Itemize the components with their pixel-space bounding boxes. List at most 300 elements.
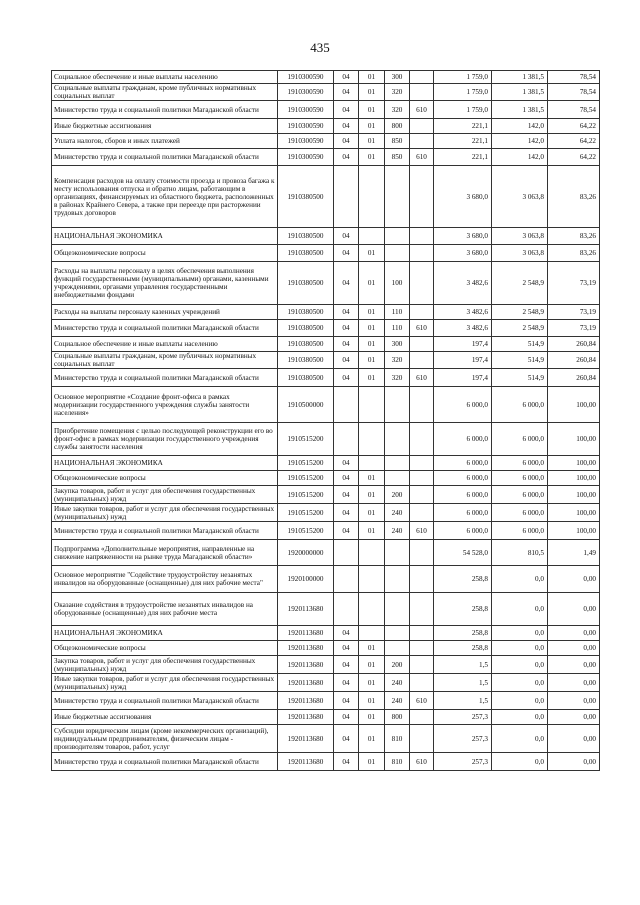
row-grbs — [410, 504, 434, 522]
row-grbs — [410, 71, 434, 84]
table-row — [52, 262, 600, 305]
row-expense-type: 240 — [385, 504, 410, 522]
row-code: 1910300590 — [278, 84, 334, 101]
row-section — [334, 566, 359, 593]
row-grbs — [410, 656, 434, 674]
row-percent: 260,84 — [548, 352, 600, 369]
row-code: 1910380500 — [278, 228, 334, 245]
row-code: 1910515200 — [278, 423, 334, 456]
table-row — [52, 656, 600, 674]
row-subsection: 01 — [359, 710, 385, 725]
row-percent: 73,19 — [548, 320, 600, 337]
row-section: 04 — [334, 753, 359, 771]
row-grbs: 610 — [410, 753, 434, 771]
row-actual: 6 000,0 — [492, 522, 548, 540]
row-name: НАЦИОНАЛЬНАЯ ЭКОНОМИКА — [52, 626, 278, 641]
row-plan: 258,8 — [434, 593, 492, 626]
row-name: Основное мероприятие "Содействие трудоустройству незанятых инвалидов на оборудованные (оснащенные) для них рабочие места" — [52, 566, 278, 593]
row-section — [334, 387, 359, 423]
row-section: 04 — [334, 486, 359, 504]
table-row — [52, 228, 600, 245]
table-row — [52, 522, 600, 540]
row-expense-type — [385, 166, 410, 228]
row-plan: 1,5 — [434, 656, 492, 674]
row-code: 1920113680 — [278, 753, 334, 771]
row-actual: 142,0 — [492, 149, 548, 166]
row-expense-type — [385, 641, 410, 656]
row-code: 1910515200 — [278, 471, 334, 486]
row-percent: 0,00 — [548, 692, 600, 710]
row-grbs: 610 — [410, 692, 434, 710]
row-code: 1920113680 — [278, 674, 334, 692]
row-name: Социальное обеспечение и иные выплаты населению — [52, 71, 278, 84]
row-actual: 0,0 — [492, 692, 548, 710]
row-expense-type: 850 — [385, 149, 410, 166]
table-row — [52, 134, 600, 149]
row-plan: 6 000,0 — [434, 423, 492, 456]
row-code: 1910300590 — [278, 149, 334, 166]
row-name: Оказание содействия в трудоустройстве незанятых инвалидов на оборудованные (оснащенные) для них рабочие места — [52, 593, 278, 626]
row-actual: 0,0 — [492, 753, 548, 771]
row-grbs — [410, 387, 434, 423]
row-percent: 0,00 — [548, 725, 600, 753]
row-percent: 64,22 — [548, 119, 600, 134]
row-actual: 0,0 — [492, 656, 548, 674]
row-grbs: 610 — [410, 320, 434, 337]
row-subsection: 01 — [359, 504, 385, 522]
row-section: 04 — [334, 725, 359, 753]
row-grbs — [410, 245, 434, 262]
table-row — [52, 387, 600, 423]
row-grbs: 610 — [410, 369, 434, 387]
row-plan: 1 759,0 — [434, 101, 492, 119]
row-actual: 514,9 — [492, 352, 548, 369]
row-expense-type: 110 — [385, 320, 410, 337]
row-percent: 0,00 — [548, 641, 600, 656]
row-subsection: 01 — [359, 305, 385, 320]
row-actual: 2 548,9 — [492, 305, 548, 320]
row-expense-type: 800 — [385, 710, 410, 725]
row-percent: 73,19 — [548, 262, 600, 305]
row-section: 04 — [334, 119, 359, 134]
table-row — [52, 119, 600, 134]
row-name: Министерство труда и социальной политики Магаданской области — [52, 320, 278, 337]
row-code: 1920113680 — [278, 626, 334, 641]
row-code: 1910380500 — [278, 369, 334, 387]
row-code: 1910380500 — [278, 337, 334, 352]
row-section: 04 — [334, 456, 359, 471]
row-code: 1910515200 — [278, 486, 334, 504]
row-grbs — [410, 305, 434, 320]
table-row — [52, 149, 600, 166]
row-name: Иные закупки товаров, работ и услуг для обеспечения государственных (муниципальных) нужд — [52, 674, 278, 692]
row-actual: 3 063,8 — [492, 166, 548, 228]
row-subsection — [359, 387, 385, 423]
row-section: 04 — [334, 626, 359, 641]
row-section: 04 — [334, 369, 359, 387]
row-expense-type — [385, 626, 410, 641]
table-row — [52, 710, 600, 725]
row-section: 04 — [334, 71, 359, 84]
row-grbs — [410, 166, 434, 228]
row-actual: 2 548,9 — [492, 320, 548, 337]
row-actual: 0,0 — [492, 641, 548, 656]
row-subsection — [359, 593, 385, 626]
row-plan: 3 680,0 — [434, 245, 492, 262]
row-expense-type — [385, 456, 410, 471]
row-grbs — [410, 710, 434, 725]
row-name: Общеэкономические вопросы — [52, 471, 278, 486]
row-percent: 100,00 — [548, 522, 600, 540]
row-actual: 514,9 — [492, 337, 548, 352]
row-subsection: 01 — [359, 71, 385, 84]
row-plan: 6 000,0 — [434, 504, 492, 522]
row-percent: 83,26 — [548, 228, 600, 245]
row-percent: 260,84 — [548, 337, 600, 352]
row-name: Министерство труда и социальной политики Магаданской области — [52, 753, 278, 771]
row-plan: 197,4 — [434, 337, 492, 352]
table-row — [52, 456, 600, 471]
row-plan: 1 759,0 — [434, 84, 492, 101]
row-actual: 810,5 — [492, 540, 548, 566]
row-percent: 78,54 — [548, 101, 600, 119]
row-percent: 83,26 — [548, 245, 600, 262]
row-plan: 257,3 — [434, 753, 492, 771]
row-actual: 6 000,0 — [492, 486, 548, 504]
row-subsection — [359, 423, 385, 456]
row-subsection: 01 — [359, 725, 385, 753]
row-actual: 0,0 — [492, 566, 548, 593]
row-grbs — [410, 119, 434, 134]
row-name: Министерство труда и социальной политики Магаданской области — [52, 369, 278, 387]
row-name: Субсидии юридическим лицам (кроме некоммерческих организаций), индивидуальным предпринимателям, физическим лицам - производителям товаров, работ, услуг — [52, 725, 278, 753]
row-grbs — [410, 674, 434, 692]
row-expense-type: 100 — [385, 262, 410, 305]
table-body — [52, 71, 600, 771]
row-name: Министерство труда и социальной политики Магаданской области — [52, 692, 278, 710]
row-percent: 0,00 — [548, 626, 600, 641]
row-plan: 257,3 — [434, 710, 492, 725]
row-actual: 1 381,5 — [492, 101, 548, 119]
row-code: 1920113680 — [278, 725, 334, 753]
row-subsection: 01 — [359, 753, 385, 771]
row-section: 04 — [334, 228, 359, 245]
row-section: 04 — [334, 305, 359, 320]
row-code: 1910300590 — [278, 101, 334, 119]
row-subsection: 01 — [359, 471, 385, 486]
row-plan: 258,8 — [434, 626, 492, 641]
row-expense-type — [385, 228, 410, 245]
row-grbs — [410, 84, 434, 101]
row-code: 1920000000 — [278, 540, 334, 566]
row-actual: 0,0 — [492, 674, 548, 692]
row-subsection: 01 — [359, 84, 385, 101]
row-code: 1910500000 — [278, 387, 334, 423]
row-actual: 142,0 — [492, 134, 548, 149]
row-percent: 78,54 — [548, 71, 600, 84]
page-number: 435 — [310, 40, 330, 55]
row-code: 1910300590 — [278, 134, 334, 149]
row-plan: 6 000,0 — [434, 387, 492, 423]
row-plan: 221,1 — [434, 149, 492, 166]
row-grbs — [410, 725, 434, 753]
row-subsection: 01 — [359, 320, 385, 337]
row-actual: 3 063,8 — [492, 245, 548, 262]
row-expense-type: 300 — [385, 71, 410, 84]
row-expense-type: 320 — [385, 101, 410, 119]
row-percent: 1,49 — [548, 540, 600, 566]
row-grbs — [410, 456, 434, 471]
table-row — [52, 471, 600, 486]
row-subsection: 01 — [359, 656, 385, 674]
row-subsection: 01 — [359, 641, 385, 656]
row-name: Закупка товаров, работ и услуг для обеспечения государственных (муниципальных) нужд — [52, 656, 278, 674]
row-name: Общеэкономические вопросы — [52, 245, 278, 262]
row-name: Социальные выплаты гражданам, кроме публичных нормативных социальных выплат — [52, 352, 278, 369]
row-plan: 258,8 — [434, 641, 492, 656]
row-section — [334, 166, 359, 228]
row-expense-type — [385, 423, 410, 456]
row-name: Уплата налогов, сборов и иных платежей — [52, 134, 278, 149]
row-plan: 197,4 — [434, 352, 492, 369]
row-name: Общеэкономические вопросы — [52, 641, 278, 656]
row-plan: 3 482,6 — [434, 305, 492, 320]
row-plan: 257,3 — [434, 725, 492, 753]
row-grbs — [410, 540, 434, 566]
row-plan: 3 482,6 — [434, 320, 492, 337]
row-expense-type: 320 — [385, 369, 410, 387]
row-percent: 100,00 — [548, 486, 600, 504]
row-plan: 221,1 — [434, 119, 492, 134]
row-actual: 0,0 — [492, 710, 548, 725]
row-actual: 6 000,0 — [492, 387, 548, 423]
row-name: Закупка товаров, работ и услуг для обеспечения государственных (муниципальных) нужд — [52, 486, 278, 504]
row-plan: 1 759,0 — [434, 71, 492, 84]
table-row — [52, 725, 600, 753]
row-expense-type: 240 — [385, 674, 410, 692]
table-row — [52, 423, 600, 456]
row-subsection: 01 — [359, 674, 385, 692]
row-grbs — [410, 337, 434, 352]
row-subsection: 01 — [359, 119, 385, 134]
row-section: 04 — [334, 320, 359, 337]
row-grbs — [410, 471, 434, 486]
row-percent: 78,54 — [548, 84, 600, 101]
row-grbs — [410, 641, 434, 656]
row-code: 1910515200 — [278, 522, 334, 540]
row-actual: 0,0 — [492, 593, 548, 626]
row-subsection: 01 — [359, 352, 385, 369]
table-row — [52, 692, 600, 710]
row-name: Министерство труда и социальной политики Магаданской области — [52, 101, 278, 119]
row-name: Компенсация расходов на оплату стоимости проезда и провоза багажа к месту использования отпуска и обратно лицам, работающим в организациях, финансируемых из областного бюджета, расположенных в районах Крайнего Севера, а также при переезде при расторжении трудовых договоров — [52, 166, 278, 228]
row-subsection — [359, 228, 385, 245]
row-grbs — [410, 262, 434, 305]
row-grbs — [410, 134, 434, 149]
table-row — [52, 369, 600, 387]
row-code: 1910515200 — [278, 456, 334, 471]
row-name: Иные закупки товаров, работ и услуг для обеспечения государственных (муниципальных) нужд — [52, 504, 278, 522]
row-plan: 3 680,0 — [434, 166, 492, 228]
table-row — [52, 305, 600, 320]
row-plan: 1,5 — [434, 674, 492, 692]
table-row — [52, 674, 600, 692]
row-grbs — [410, 228, 434, 245]
row-subsection — [359, 566, 385, 593]
row-code: 1920113680 — [278, 710, 334, 725]
row-section: 04 — [334, 352, 359, 369]
row-name: Социальные выплаты гражданам, кроме публичных нормативных социальных выплат — [52, 84, 278, 101]
row-section: 04 — [334, 692, 359, 710]
row-subsection: 01 — [359, 245, 385, 262]
row-expense-type: 850 — [385, 134, 410, 149]
row-expense-type: 200 — [385, 486, 410, 504]
row-subsection: 01 — [359, 101, 385, 119]
row-name: Расходы на выплаты персоналу в целях обеспечения выполнения функций государственными (муниципальными) органами, казенными учреждениями, органами управления государственными внебюджетными фондами — [52, 262, 278, 305]
table-row — [52, 566, 600, 593]
row-section — [334, 423, 359, 456]
row-section: 04 — [334, 245, 359, 262]
row-percent: 0,00 — [548, 710, 600, 725]
row-grbs: 610 — [410, 149, 434, 166]
row-percent: 64,22 — [548, 149, 600, 166]
row-code: 1920113680 — [278, 593, 334, 626]
row-grbs: 610 — [410, 101, 434, 119]
row-grbs — [410, 423, 434, 456]
row-percent: 0,00 — [548, 566, 600, 593]
row-subsection — [359, 166, 385, 228]
row-actual: 6 000,0 — [492, 504, 548, 522]
row-section: 04 — [334, 504, 359, 522]
row-actual: 2 548,9 — [492, 262, 548, 305]
row-percent: 100,00 — [548, 456, 600, 471]
row-expense-type — [385, 471, 410, 486]
row-plan: 3 482,6 — [434, 262, 492, 305]
row-subsection: 01 — [359, 486, 385, 504]
row-section: 04 — [334, 134, 359, 149]
row-name: Министерство труда и социальной политики Магаданской области — [52, 522, 278, 540]
row-name: Министерство труда и социальной политики Магаданской области — [52, 149, 278, 166]
table-row — [52, 486, 600, 504]
row-percent: 0,00 — [548, 753, 600, 771]
row-name: НАЦИОНАЛЬНАЯ ЭКОНОМИКА — [52, 228, 278, 245]
row-percent: 64,22 — [548, 134, 600, 149]
row-code: 1910380500 — [278, 352, 334, 369]
row-expense-type: 810 — [385, 753, 410, 771]
row-actual: 1 381,5 — [492, 71, 548, 84]
row-code: 1910380500 — [278, 245, 334, 262]
row-plan: 54 528,0 — [434, 540, 492, 566]
table-row — [52, 504, 600, 522]
row-code: 1910515200 — [278, 504, 334, 522]
row-name: Расходы на выплаты персоналу казенных учреждений — [52, 305, 278, 320]
table-row — [52, 626, 600, 641]
row-section: 04 — [334, 674, 359, 692]
row-section: 04 — [334, 84, 359, 101]
row-plan: 6 000,0 — [434, 486, 492, 504]
row-code: 1910380500 — [278, 305, 334, 320]
table-row — [52, 337, 600, 352]
row-name: Иные бюджетные ассигнования — [52, 710, 278, 725]
row-percent: 100,00 — [548, 471, 600, 486]
row-subsection — [359, 456, 385, 471]
row-expense-type: 200 — [385, 656, 410, 674]
row-plan: 3 680,0 — [434, 228, 492, 245]
table-row — [52, 540, 600, 566]
row-section — [334, 540, 359, 566]
row-actual: 6 000,0 — [492, 456, 548, 471]
row-name: Основное мероприятие «Создание фронт-офиса в рамках модернизации государственного учреждения службы занятости населения» — [52, 387, 278, 423]
row-code: 1910380500 — [278, 166, 334, 228]
row-code: 1920113680 — [278, 641, 334, 656]
row-actual: 1 381,5 — [492, 84, 548, 101]
row-section: 04 — [334, 262, 359, 305]
row-grbs — [410, 566, 434, 593]
row-plan: 6 000,0 — [434, 522, 492, 540]
row-section: 04 — [334, 641, 359, 656]
row-subsection: 01 — [359, 337, 385, 352]
row-section: 04 — [334, 656, 359, 674]
row-subsection: 01 — [359, 262, 385, 305]
table-row — [52, 320, 600, 337]
row-code: 1910300590 — [278, 71, 334, 84]
row-expense-type: 320 — [385, 352, 410, 369]
row-expense-type — [385, 245, 410, 262]
row-actual: 142,0 — [492, 119, 548, 134]
row-plan: 221,1 — [434, 134, 492, 149]
row-percent: 0,00 — [548, 656, 600, 674]
row-section: 04 — [334, 101, 359, 119]
row-subsection: 01 — [359, 134, 385, 149]
row-name: Подпрограмма «Дополнительные мероприятия, направленные на снижение напряженности на рынке труда Магаданской области» — [52, 540, 278, 566]
row-expense-type: 240 — [385, 692, 410, 710]
row-expense-type: 110 — [385, 305, 410, 320]
row-grbs: 610 — [410, 522, 434, 540]
row-name: Социальное обеспечение и иные выплаты населению — [52, 337, 278, 352]
row-section — [334, 593, 359, 626]
row-actual: 0,0 — [492, 725, 548, 753]
budget-table — [51, 70, 600, 771]
row-subsection — [359, 540, 385, 566]
row-grbs — [410, 352, 434, 369]
row-section: 04 — [334, 149, 359, 166]
row-name: НАЦИОНАЛЬНАЯ ЭКОНОМИКА — [52, 456, 278, 471]
row-code: 1920113680 — [278, 656, 334, 674]
row-percent: 260,84 — [548, 369, 600, 387]
row-actual: 6 000,0 — [492, 423, 548, 456]
row-expense-type: 300 — [385, 337, 410, 352]
row-expense-type: 320 — [385, 84, 410, 101]
table-row — [52, 593, 600, 626]
table-row — [52, 753, 600, 771]
row-code: 1910380500 — [278, 320, 334, 337]
row-actual: 3 063,8 — [492, 228, 548, 245]
row-percent: 0,00 — [548, 674, 600, 692]
row-code: 1920100000 — [278, 566, 334, 593]
row-subsection: 01 — [359, 522, 385, 540]
row-name: Иные бюджетные ассигнования — [52, 119, 278, 134]
table-row — [52, 71, 600, 84]
row-plan: 197,4 — [434, 369, 492, 387]
row-percent: 83,26 — [548, 166, 600, 228]
row-percent: 0,00 — [548, 593, 600, 626]
row-name: Приобретение помещения с целью последующей реконструкции его во фронт-офис в рамках модернизации государственного учреждения службы занятости населения — [52, 423, 278, 456]
row-subsection — [359, 626, 385, 641]
row-actual: 6 000,0 — [492, 471, 548, 486]
row-code: 1920113680 — [278, 692, 334, 710]
row-section: 04 — [334, 710, 359, 725]
row-expense-type: 810 — [385, 725, 410, 753]
